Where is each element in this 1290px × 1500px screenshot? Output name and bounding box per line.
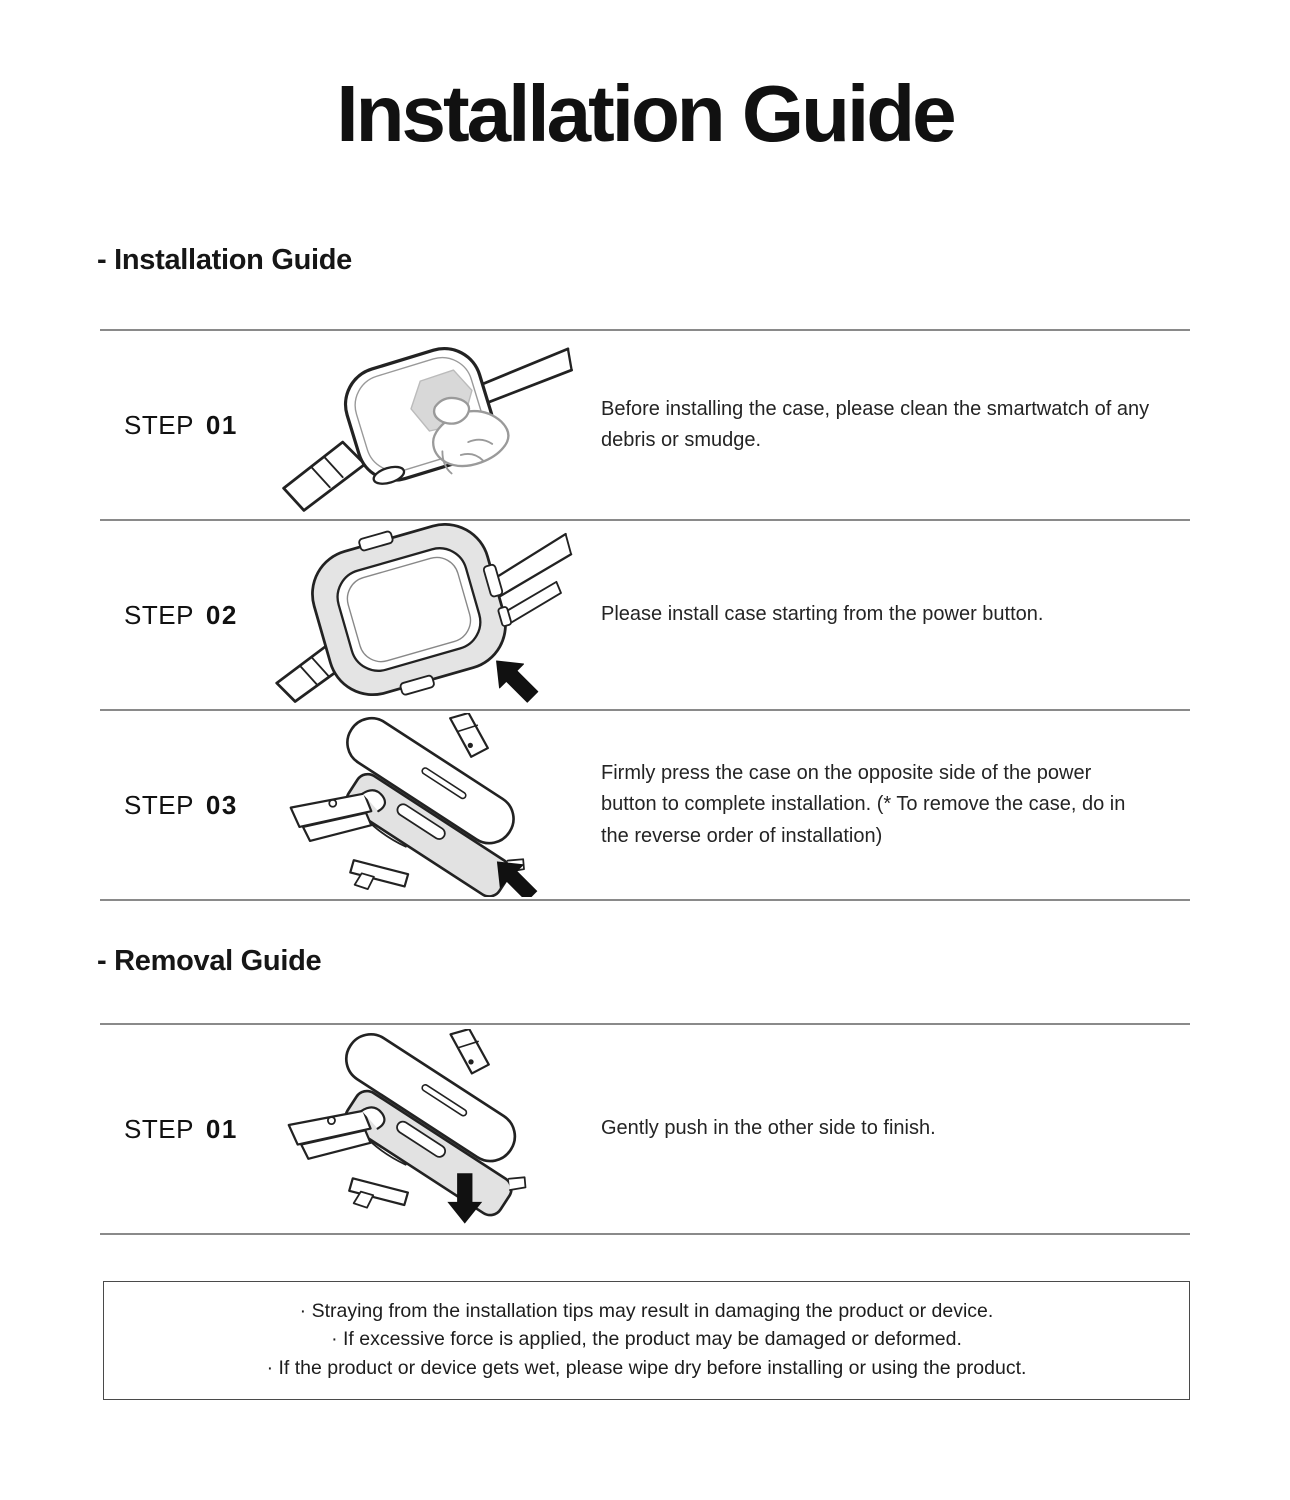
watch-cleaning-illustration <box>245 331 601 519</box>
step-description: Gently push in the other side to finish. <box>601 1117 936 1140</box>
note-line: · If the product or device gets wet, please wipe dry before installing or using the product. <box>266 1356 1027 1379</box>
step-description: Please install case starting from the power button. <box>601 603 1044 626</box>
section-heading-removal: - Removal Guide <box>97 945 322 977</box>
installation-step-2-row <box>100 521 1190 709</box>
step-number: 01 <box>205 1113 238 1144</box>
step-word: STEP <box>124 409 194 440</box>
side-press-drawing <box>263 713 583 897</box>
side-push-illustration <box>245 1025 601 1233</box>
note-line: · Straying from the installation tips may result in damaging the product or device. <box>299 1300 994 1322</box>
step-description: Firmly press the case on the opposite side of the power button to complete installation. (* To remove the case, do in the reverse order of installation) <box>601 762 1126 847</box>
step-number: 02 <box>205 599 238 630</box>
step-label <box>100 600 245 631</box>
section-heading-installation: - Installation Guide <box>97 244 353 276</box>
side-push-drawing <box>263 1029 583 1229</box>
step-label <box>100 1114 245 1145</box>
divider <box>100 1233 1190 1235</box>
step-label <box>100 410 245 441</box>
note-line: · If excessive force is applied, the product may be damaged or deformed. <box>331 1328 962 1351</box>
step-word: STEP <box>124 599 194 630</box>
side-press-illustration <box>245 711 601 899</box>
step-word: STEP <box>124 789 194 820</box>
step-number: 01 <box>205 409 238 440</box>
arrow-up-left-icon <box>485 649 545 707</box>
page-title: Installation Guide <box>336 69 954 158</box>
step-description: Before installing the case, please clean the smartwatch of any debris or smudge. <box>601 397 1150 451</box>
removal-step-1-row <box>100 1025 1190 1233</box>
divider <box>100 899 1190 901</box>
step-word: STEP <box>124 1113 194 1144</box>
installation-step-1-row <box>100 331 1190 519</box>
notes-box <box>103 1281 1190 1400</box>
watch-cleaning-drawing <box>263 335 583 515</box>
step-label <box>100 790 245 821</box>
case-frame-drawing <box>263 523 583 707</box>
step-number: 03 <box>205 789 238 820</box>
installation-step-3-row <box>100 711 1190 899</box>
case-frame-illustration <box>245 521 601 709</box>
